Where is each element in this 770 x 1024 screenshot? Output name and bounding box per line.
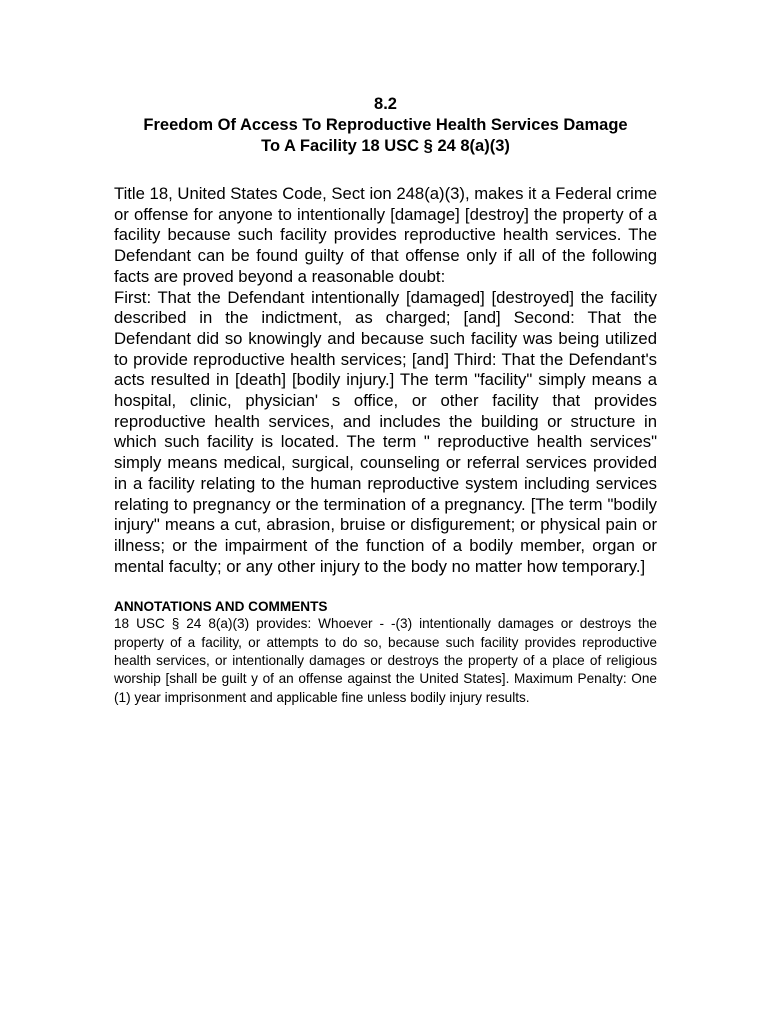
- annotations-section: [114, 598, 657, 706]
- document-page: [114, 94, 657, 707]
- title-line-2: To A Facility 18 USC § 24 8(a)(3): [261, 137, 510, 155]
- instruction-body: [114, 184, 657, 577]
- page-title: [114, 115, 657, 157]
- elements-paragraph: First: That the Defendant intentionally [damaged] [destroyed] the facility described in the indictment, as charged; [and] Second: That the Defendant did so knowingly and because such facility was being utilized to provide reproductive health services; [and] Third: That the Defendant's acts resulted in [death] [bodily injury.] The term "facility" simply means a hospital, clinic, physician' s office, or other facility that provides reproductive health services, and includes the building or structure in which such facility is located. The term " reproductive health services" simply means medical, surgical, counseling or referral services provided in a facility relating to the human reproductive system including services relating to pregnancy or the termination of a pregnancy. [The term "bodily injury" means a cut, abrasion, bruise or disfigurement; or physical pain or illness; or the impairment of the function of a bodily member, organ or mental faculty; or any other injury to the body no matter how temporary.]: [114, 287, 657, 576]
- section-number: 8.2: [374, 95, 397, 113]
- title-line-1: Freedom Of Access To Reproductive Health Services Damage: [143, 116, 628, 134]
- annotations-text: 18 USC § 24 8(a)(3) provides: Whoever - -(3) intentionally damages or destroys the property of a facility, or attempts to do so, because such facility provides reproductive health services, or intentionally damages or destroys the property of a place of religious worship [shall be guilt y of an offense against the United States]. Maximum Penalty: One (1) year imprisonment and applicable fine unless bodily injury results.: [114, 616, 657, 705]
- annotations-heading: ANNOTATIONS AND COMMENTS: [114, 599, 328, 615]
- intro-paragraph: Title 18, United States Code, Sect ion 248(a)(3), makes it a Federal crime or offense for anyone to intentionally [damage] [destroy] the property of a facility because such facility provides reproductive health services. The Defendant can be found guilty of that offense only if all of the following facts are proved beyond a reasonable doubt:: [114, 184, 657, 286]
